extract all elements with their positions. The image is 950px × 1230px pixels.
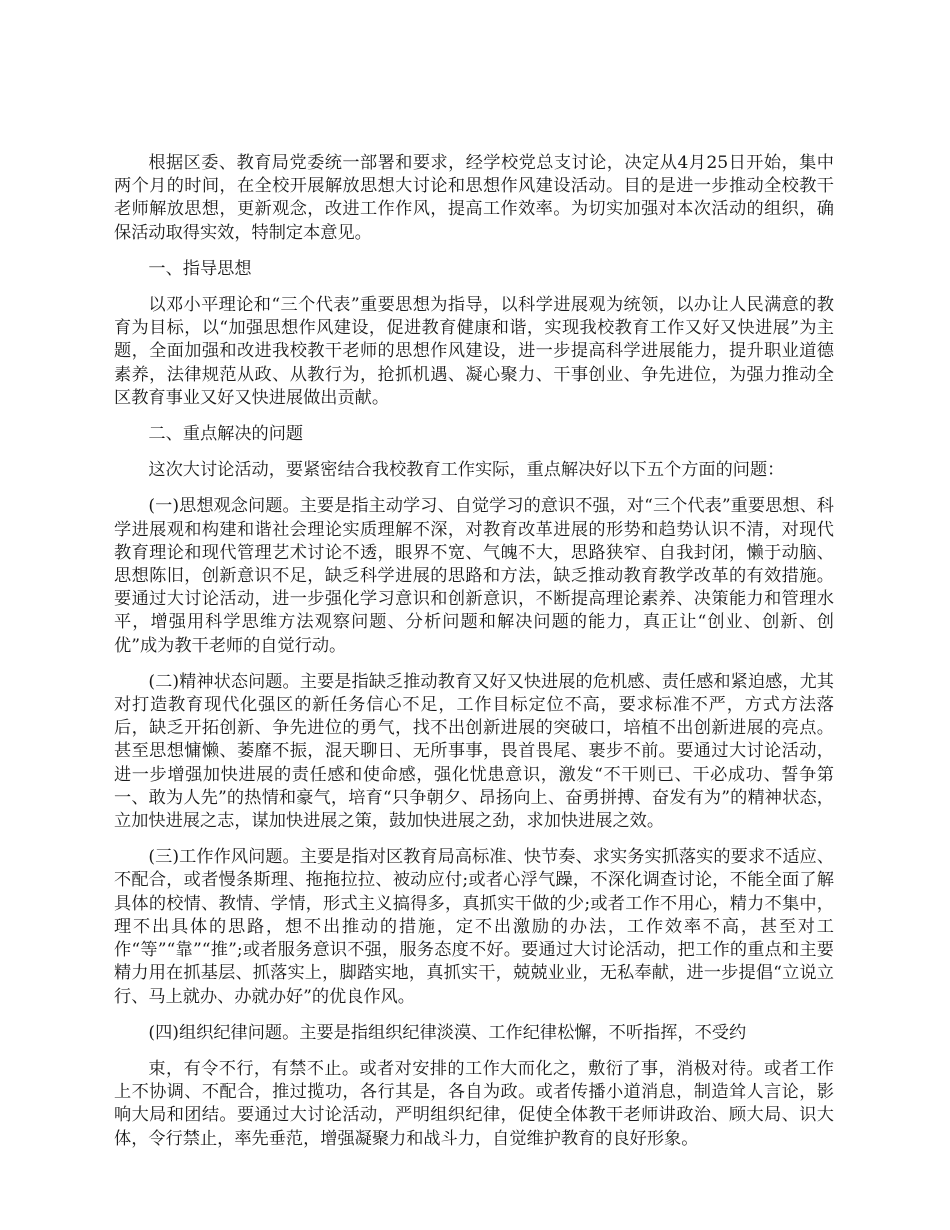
problem-2-paragraph: (二)精神状态问题。主要是指缺乏推动教育又好又快进展的危机感、责任感和紧迫感，尤其对打造教育现代化强区的新任务信心不足，工作目标定位不高，要求标准不严，方式方法落后，缺乏开拓创新、争先进位的勇气，找不出创新进展的突破口，培植不出创新进展的亮点。甚至思想慵懒、萎靡不振，混天聊日、无所事事，畏首畏尾、裹步不前。要通过大讨论活动，进一步增强加快进展的责任感和使命感，强化忧患意识，激发“不干则已、干必成功、誓争第一、敢为人先”的热情和豪气，培育“只争朝夕、昂扬向上、奋勇拼搏、奋发有为”的精神状态，立加快进展之志，谋加快进展之策，鼓加快进展之劲，求加快进展之效。 (114, 671, 834, 832)
section-heading-guiding-ideology: 一、指导思想 (148, 258, 252, 279)
intro-paragraph: 根据区委、教育局党委统一部署和要求，经学校党总支讨论，决定从4月25日开始，集中两个月的时间，在全校开展解放思想大讨论和思想作风建设活动。目的是进一步推动全校教干老师解放思想，更新观念，改进工作作风，提高工作效率。为切实加强对本次活动的组织，确保活动取得实效，特制定本意见。 (114, 153, 834, 243)
document-body (114, 152, 834, 1164)
problem-3-paragraph: (三)工作作风问题。主要是指对区教育局高标准、快节奏、求实务实抓落实的要求不适应、不配合，或者慢条斯理、拖拖拉拉、被动应付;或者心浮气躁，不深化调查讨论，不能全面了解具体的校情、教情、学情，形式主义搞得多，真抓实干做的少;或者工作不用心，精力不集中，理不出具体的思路，想不出推动的措施，定不出激励的办法，工作效率不高，甚至对工作“等”“靠”“推”;或者服务意识不强，服务态度不好。要通过大讨论活动，把工作的重点和主要精力用在抓基层、抓落实上，脚踏实地，真抓实干，兢兢业业，无私奉献，进一步提倡“立说立行、马上就办、办就办好”的优良作风。 (114, 847, 834, 1007)
section-heading-key-problems: 二、重点解决的问题 (148, 424, 304, 445)
problem-4-paragraph: (四)组织纪律问题。主要是指组织纪律淡漠、工作纪律松懈，不听指挥，不受约 (148, 1022, 747, 1043)
problem-1-paragraph: (一)思想观念问题。主要是指主动学习、自觉学习的意识不强，对“三个代表”重要思想、科学进展观和构建和谐社会理论实质理解不深，对教育改革进展的形势和趋势认识不清，对现代教育理论和现代管理艺术讨论不透，眼界不宽、气魄不大，思路狭窄、自我封闭，懒于动脑、思想陈旧，创新意识不足，缺乏科学进展的思路和方法，缺乏推动教育教学改革的有效措施。要通过大讨论活动，进一步强化学习意识和创新意识，不断提高理论素养、决策能力和管理水平，增强用科学思维方法观察问题、分析问题和解决问题的能力，真正让“创业、创新、创优”成为教干老师的自觉行动。 (114, 496, 834, 656)
problem-4-continuation-paragraph: 束，有令不行，有禁不止。或者对安排的工作大而化之，敷衍了事，消极对待。或者工作上不协调、不配合，推过揽功，各行其是，各自为政。或者传播小道消息，制造耸人言论，影响大局和团结。要通过大讨论活动，严明组织纪律，促使全体教干老师讲政治、顾大局、识大体，令行禁止，率先垂范，增强凝聚力和战斗力，自觉维护教育的良好形象。 (114, 1058, 834, 1149)
key-problems-intro-paragraph: 这次大讨论活动，要紧密结合我校教育工作实际，重点解决好以下五个方面的问题： (148, 460, 785, 481)
guiding-ideology-paragraph: 以邓小平理论和“三个代表”重要思想为指导，以科学进展观为统领，以办让人民满意的教育为目标，以“加强思想作风建设，促进教育健康和谐，实现我校教育工作又好又快进展”为主题，全面加强和改进我校教干老师的思想作风建设，进一步提高科学进展能力，提升职业道德素养，法律规范从政、从教行为，抢抓机遇、凝心聚力、干事创业、争先进位，为强力推动全区教育事业又好又快进展做出贡献。 (114, 295, 834, 408)
